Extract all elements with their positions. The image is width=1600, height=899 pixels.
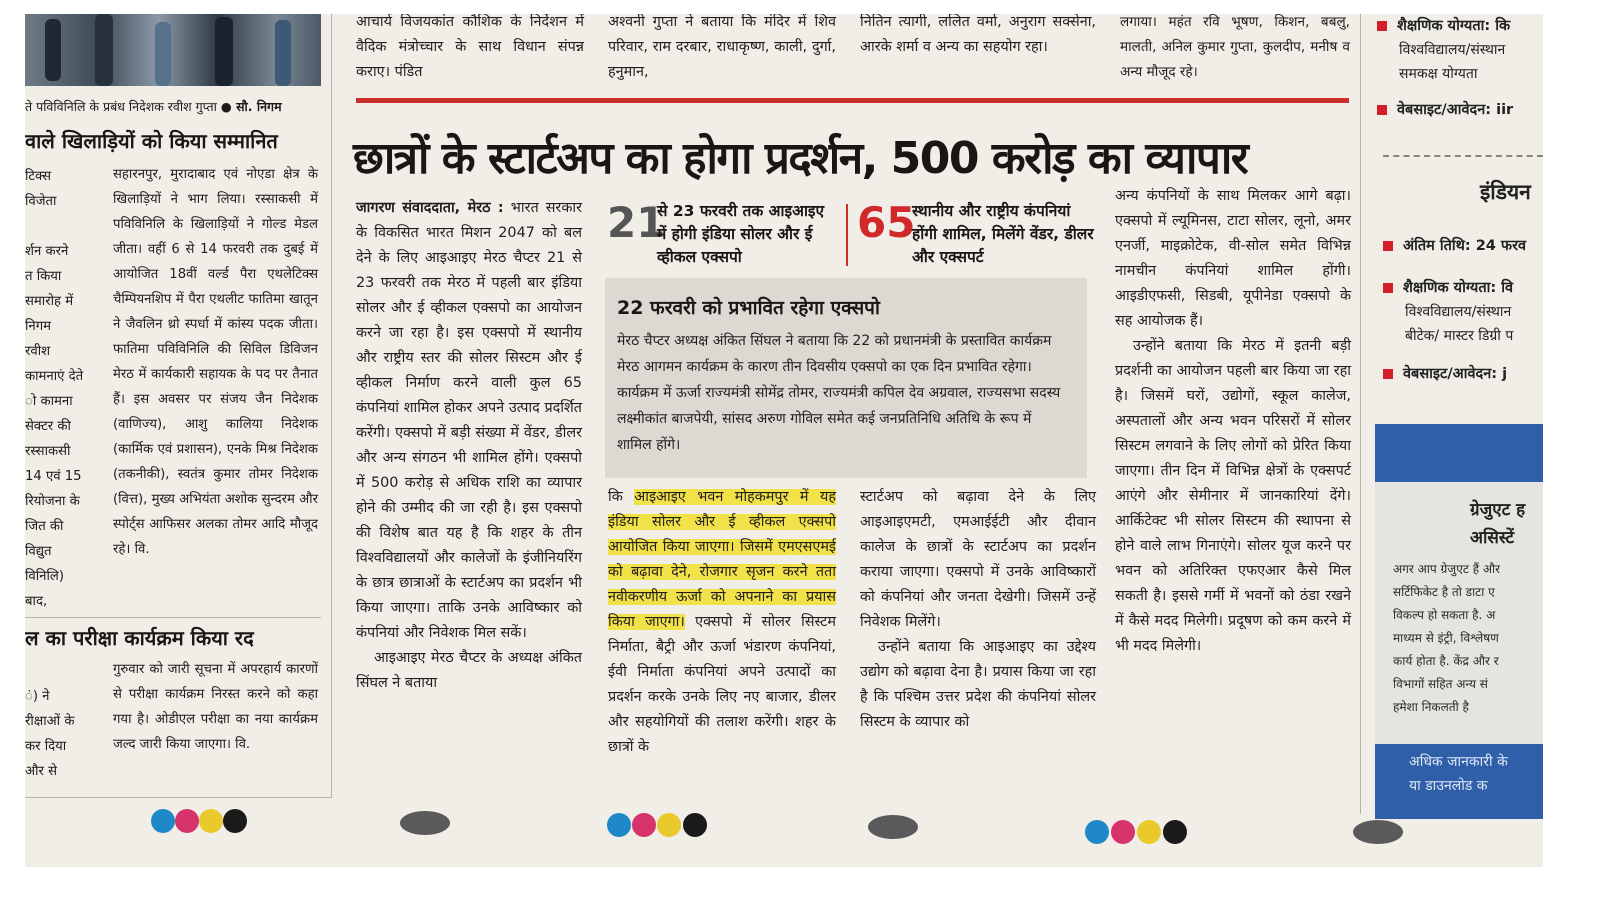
right-item-5-text: वेबसाइट/आवेदन: j [1403, 366, 1508, 382]
right-item-3-text: अंतिम तिथि: 24 फरव [1403, 238, 1527, 254]
black-dot [683, 813, 707, 837]
grey-oval [868, 815, 918, 839]
left-fragment-line: टिक्स [25, 169, 52, 184]
job-ad-text [1393, 558, 1543, 719]
left-fragment-line: कर दिया [25, 739, 67, 754]
magenta-dot [1111, 820, 1135, 844]
fact-text-21: से 23 फरवरी तक आइआइए में होगी इंडिया सोलर और ई व्हीकल एक्सपो [657, 202, 825, 266]
sports-photo [25, 14, 321, 86]
right-sub-line: विश्वविद्यालय/संस्थान [1399, 42, 1506, 58]
fact-text-65: स्थानीय और राष्ट्रीय कंपनियां होंगी शामिल, मिलेंगे वेंडर, डीलर और एक्सपर्ट [912, 202, 1094, 266]
article-col-3 [860, 485, 1096, 735]
top-strip-col-3: नितिन त्यागी, ललित वर्मा, अनुराग सक्सेना, आरके शर्मा व अन्य का सहयोग रहा। [860, 14, 1096, 55]
col3-para-1: स्टार्टअप को बढ़ावा देने के लिए आइआइएमटी, एमआईईटी और दीवान कालेज के छात्रों के स्टार्टअप का प्रदर्शन कराया जाएगा। एक्सपो में उनके आविष्कारों को कंपनियां और जनता देखेगी। जिसमें उन्हें निवेशक मिलेंगे। [860, 489, 1096, 630]
photo-caption [25, 94, 325, 119]
top-strip-col-2: अश्वनी गुप्ता ने बताया कि मंदिर में शिव परिवार, राम दरबार, राधाकृष्ण, काली, दुर्गा, हनुमान, [608, 14, 836, 80]
job-ad-text-line: विकल्प हो सकता है. अ [1393, 608, 1496, 622]
newspaper-page [25, 14, 1543, 867]
left-fragment-line: जित की [25, 519, 64, 534]
right-column-rule [1360, 14, 1361, 814]
right-section-title: इंडियन [1480, 180, 1531, 204]
right-item-4-sub [1405, 300, 1513, 348]
col1-para-1: भारत सरकार के विकसित भारत मिशन 2047 को बल देने के लिए आइआइए मेरठ चैप्टर 21 से 23 फरवरी तक मेरठ में पहली बार इंडिया सोलर और ई व्हीकल एक्सपो का आयोजन करने जा रहा है। इस एक्सपो में स्थानीय और राष्ट्रीय स्तर की सोलर सिस्टम और ई व्हीकल निर्माण करने वाली कुल 65 कंपनियां शामिल होकर अपने उत्पाद प्रदर्शित करेंगी। एक्सपो में बड़ी संख्या में वेंडर, डीलर और अन्य संगठन भी शामिल होंगे। एक्सपो में 500 करोड़ से अधिक राशि का व्यापार होने की उम्मीद की जा रही है। इस एक्सपो की विशेष बात यह है कि शहर के तीन विश्वविद्यालयों और कालेजों के इंजीनियरिंग के छात्र छात्राओं के स्टार्टअप का प्रदर्शन भी किया जाएगा। ताकि उनके आविष्कार को कंपनियां और निवेशक मिल सकें। [356, 200, 582, 641]
job-ad-text-line: विभागों सहित अन्य सं [1393, 677, 1488, 691]
left-fragment-line: त किया [25, 269, 62, 284]
left-bottom-body: गुरुवार को जारी सूचना में अपरहार्य कारणों से परीक्षा कार्यक्रम निरस्त करने को कहा गया है। ओडीएल परीक्षा का नया कार्यक्रम जल्द जारी किया जाएगा। वि. [113, 662, 318, 752]
right-item-3 [1383, 234, 1526, 258]
right-item-5 [1383, 362, 1507, 386]
left-fragment-line: विजेता [25, 194, 57, 209]
right-sub-line: समकक्ष योग्यता [1399, 66, 1478, 82]
job-ad-title [1470, 496, 1543, 552]
bullet-icon [1383, 283, 1393, 293]
right-sub-line: विश्वविद्यालय/संस्थान [1405, 304, 1512, 320]
bullet-icon [1377, 21, 1387, 31]
left-fragment-line: कामनाएं देते [25, 369, 84, 384]
article-col-2 [608, 485, 836, 760]
black-dot [223, 809, 247, 833]
magenta-dot [632, 813, 656, 837]
top-strip-col-4: लगाया। महंत रवि भूषण, किशन, बबलु, मालती, अनिल कुमार गुप्ता, कुलदीप, मनीष व अन्य मौजूद रहे। [1120, 14, 1350, 80]
left-fragment-line [25, 214, 97, 239]
grey-oval [400, 811, 450, 835]
left-fragment-line: ं) ने [25, 689, 50, 704]
info-box [605, 278, 1087, 478]
bullet-icon [1383, 369, 1393, 379]
col2-pre: कि [608, 489, 623, 505]
col4-para-1: अन्य कंपनियों के साथ मिलकर आगे बढ़ा। एक्सपो में ल्यूमिनस, टाटा सोलर, लूनो, अमर एनर्जी, माइक्रोटेक, वी-सोल समेत विभिन्न नामचीन कंपनियां शामिल होंगी। आइडीएफसी, सिडबी, यूपीनेडा एक्सपो के सह आयोजक हैं। [1115, 188, 1351, 329]
right-sub-line: बीटेक/ मास्टर डिग्री प [1405, 328, 1514, 344]
bullet-icon [1383, 241, 1393, 251]
left-column-rule [331, 14, 332, 798]
job-ad-text-line: हमेशा निकलती है [1393, 700, 1469, 714]
left-fragment-line: और से [25, 764, 57, 779]
left-bottom-fragments [25, 684, 97, 784]
job-ad-text-line: सर्टिफिकेट है तो डाटा ए [1393, 585, 1495, 599]
job-ad-footer-line: अधिक जानकारी के [1409, 754, 1508, 770]
fact-box-21 [607, 200, 832, 270]
headline-red-rule [356, 98, 1349, 103]
fact-divider [846, 204, 848, 266]
right-item-4 [1383, 276, 1513, 300]
left-fragment-line: सेक्टर की [25, 419, 71, 434]
col3-para-2: उन्होंने बताया कि आइआइए का उद्देश्य उद्योग को बढ़ावा देना है। प्रयास किया जा रहा है कि पश्चिम उत्तर प्रदेश की कंपनियां सोलर सिस्टम के व्यापार को [860, 639, 1096, 730]
fact-box-65 [857, 200, 1097, 270]
col4-para-2: उन्होंने बताया कि मेरठ में इतनी बड़ी प्रदर्शनी का आयोजन पहली बार किया जा रहा है। जिसमें घरों, उद्योगों, स्कूल कालेज, अस्पतालों और अन्य भवन परिसरों में सोलर सिस्टम लगवाने के लिए लोगों को प्रेरित किया जाएगा। तीन दिन में विभिन्न क्षेत्रों के एक्सपर्ट आएंगे और सेमीनार में जानकारियां देंगे। आर्किटेक्ट भी सोलर सिस्टम की स्थापना से होने वाले लाभ गिनाएंगे। सोलर यूज करने पर भवन को अतिरिक्त एफएआर कैसे मिल सकती है। इससे गर्मी में भवनों को ठंडा रखने में कैसे मदद मिलेगी। प्रदूषण को कम करने में भी मदद मिलेगी। [1115, 338, 1351, 654]
left-fragment-line: विनिलि) [25, 569, 64, 584]
bullet-icon [1377, 105, 1387, 115]
left-fragment-line: ो कामना [25, 394, 73, 409]
magenta-dot [175, 809, 199, 833]
left-fragment-line: रस्साकसी [25, 444, 71, 459]
cyan-dot [1085, 820, 1109, 844]
right-dashed-divider [1383, 155, 1543, 157]
right-item-1-sub [1399, 38, 1505, 86]
job-ad-box [1375, 424, 1543, 819]
right-item-2-text: वेबसाइट/आवेदन: iir [1397, 102, 1514, 118]
job-ad-footer-text [1409, 750, 1543, 798]
left-bottom-heading: ल का परीक्षा कार्यक्रम किया रद [25, 626, 254, 650]
job-ad-text-line: कार्य होता है. केंद्र और र [1393, 654, 1499, 668]
col1-para-2: आइआइए मेरठ चैप्टर के अध्यक्ष अंकित सिंघल ने बताया [356, 650, 582, 691]
top-strip-col-1: आचार्य विजयकांत कौशिक के निर्देशन में वैदिक मंत्रोच्चार के साथ विधान संपन्न कराए। पंडित [356, 14, 584, 80]
left-section-heading: वाले खिलाड़ियों को किया सम्मानित [25, 129, 278, 153]
job-ad-text-line: माध्यम से इंट्री, विश्लेषण [1393, 631, 1499, 645]
left-fragment-line: 14 एवं 15 [25, 469, 82, 484]
left-fragment-line: र्शन करने [25, 244, 69, 259]
job-ad-footer-line: या डाउनलोड क [1409, 778, 1488, 794]
photo-caption-text: ते पविविनिलि के प्रबंध निदेशक रवीश गुप्ता [25, 99, 217, 114]
fact-number-65: 65 [857, 198, 916, 247]
yellow-dot [657, 813, 681, 837]
left-fragment-line: रवीश [25, 344, 51, 359]
article-col-1 [356, 196, 582, 696]
yellow-dot [199, 809, 223, 833]
right-item-2 [1377, 98, 1513, 122]
right-item-1-text: शैक्षणिक योग्यता: कि [1397, 18, 1511, 34]
right-item-1 [1377, 14, 1510, 38]
left-fragment-line: निगम [25, 319, 52, 334]
left-fragment-line: रीक्षाओं के [25, 714, 75, 729]
info-box-text: मेरठ चैप्टर अध्यक्ष अंकित सिंघल ने बताया कि 22 को प्रधानमंत्री के प्रस्तावित कार्यक्रम मेरठ आगमन कार्यक्रम के कारण तीन दिवसीय एक्सपो का एक दिन प्रभावित रहेगा। कार्यक्रम में ऊर्जा राज्यमंत्री सोमेंद्र तोमर, राज्यमंत्री कपिल देव अग्रवाल, राज्यसभा सदस्य लक्ष्मीकांत बाजपेयी, सांसद अरुण गोविल समेत कई जनप्रतिनिधि अतिथि के रूप में शामिल होंगे। [617, 333, 1061, 453]
left-fragment-line: विद्युत [25, 544, 52, 559]
article-col-4 [1115, 184, 1351, 659]
job-ad-title-line: असिस्टें [1470, 528, 1515, 548]
left-bottom-rule [25, 797, 331, 798]
left-fragment-line: समारोह में [25, 294, 74, 309]
black-dot [1163, 820, 1187, 844]
byline: जागरण संवाददाता, मेरठ : [356, 200, 504, 216]
right-item-4-text: शैक्षणिक योग्यता: वि [1403, 280, 1514, 296]
left-fragment-line: रियोजना के [25, 494, 80, 509]
yellow-dot [1137, 820, 1161, 844]
photo-caption-credit: ● सौ. निगम [220, 99, 282, 114]
left-divider [25, 617, 321, 618]
article-headline: छात्रों के स्टार्टअप का होगा प्रदर्शन, 500 करोड़ का व्यापार [353, 133, 1248, 184]
grey-oval [1353, 820, 1403, 844]
left-fragment-line: बाद, [25, 594, 48, 609]
left-article-body: सहारनपुर, मुरादाबाद एवं नोएडा क्षेत्र के खिलाड़ियों ने भाग लिया। रस्साकसी में पविविनिलि के खिलाड़ियों ने गोल्ड मेडल जीता। वहीं 6 से 14 फरवरी तक दुबई में आयोजित 18वीं वर्ल्ड पैरा एथलेटिक्स चैम्पियनशिप में पैरा एथलीट फातिमा खातून ने जैवलिन थ्रो स्पर्धा में कांस्य पदक जीता। फातिमा पविविनिलि की सिविल डिविजन मेरठ में कार्यकारी सहायक के पद पर तैनात हैं। इस अवसर पर संजय जैन निदेशक (वाणिज्य), आशु कालिया निदेशक (कार्मिक एवं प्रशासन), एनके मिश्र निदेशक (तकनीकी), स्वतंत्र कुमार तोमर निदेशक (वित्त), मुख्य अभियंता अशोक सुन्दरम और स्पोर्ट्स आफिसर अलका तोमर आदि मौजूद रहे। वि. [113, 167, 318, 557]
info-box-title: 22 फरवरी को प्रभावित रहेगा एक्सपो [617, 297, 880, 319]
fact-number-21: 21 [607, 198, 666, 247]
cyan-dot [151, 809, 175, 833]
left-column-fragments [25, 164, 97, 614]
job-ad-header [1375, 424, 1543, 482]
job-ad-title-line: ग्रेजुएट ह [1470, 500, 1526, 520]
highlighted-passage: आइआइए भवन मोहकमपुर में यह इंडिया सोलर और ई व्हीकल एक्सपो आयोजित किया जाएगा। जिसमें एमएसएमई को बढ़ावा देने, रोजगार सृजन करने तता नवीकरणीय ऊर्जा को अपनाने का प्रयास किया जाएगा। [608, 489, 836, 630]
cyan-dot [607, 813, 631, 837]
col2-post: एक्सपो में सोलर सिस्टम निर्माता, बैट्री और ऊर्जा भंडारण कंपनियां, ईवी निर्माता कंपनियां अपने उत्पादों का प्रदर्शन करके उनके लिए नए बाजार, डीलर और सहयोगियों की तलाश करेंगी। शहर के छात्रों के [608, 614, 837, 755]
job-ad-footer [1375, 744, 1543, 819]
job-ad-text-line: अगर आप ग्रेजुएट हैं और [1393, 562, 1501, 576]
